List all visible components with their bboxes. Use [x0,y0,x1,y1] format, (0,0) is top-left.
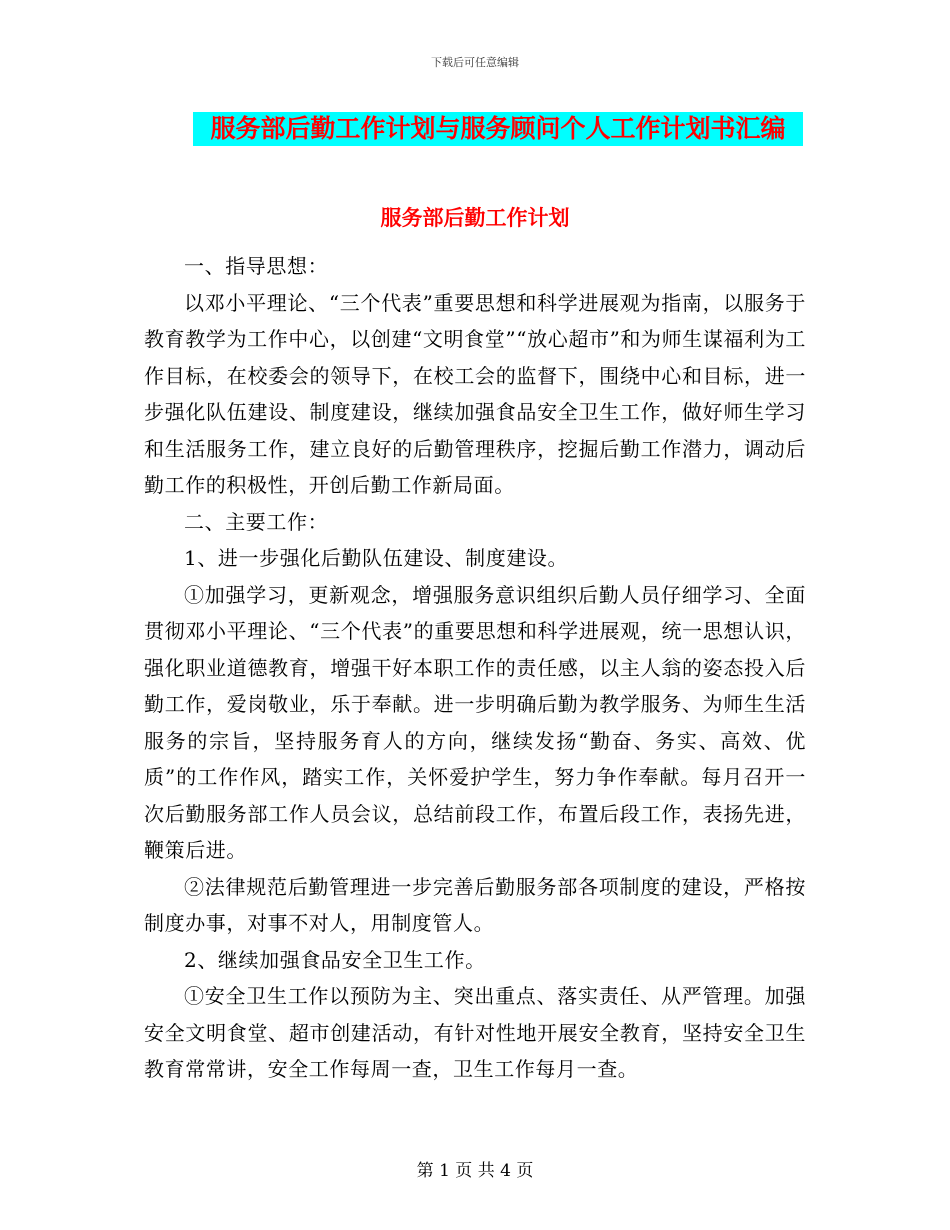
page-footer: 第 1 页 共 4 页 [416,1161,534,1181]
paragraph: ②法律规范后勤管理进一步完善后勤服务部各项制度的建设，严格按制度办事，对事不对人，用制度管人。 [144,874,806,935]
paragraph: ①安全卫生工作以预防为主、突出重点、落实责任、从严管理。加强安全文明食堂、超市创建活动，有针对性地开展安全教育，坚持安全卫生教育常常讲，安全工作每周一查，卫生工作每月一查。 [144,984,806,1081]
paragraph-heading-main-work: 二、主要工作： [184,509,329,534]
paragraph: 1、进一步强化后勤队伍建设、制度建设。 [184,546,569,570]
document-body [144,248,806,1088]
document-title: 服务部后勤工作计划与服务顾问个人工作计划书汇编 [210,114,786,143]
paragraph-heading-guiding-ideology: 一、指导思想： [184,254,329,278]
paragraph: 以邓小平理论、“三个代表”重要思想和科学进展观为指南，以服务于教育教学为工作中心，以创建“文明食堂”“放心超市”和为师生谋福利为工作目标，在校委会的领导下，在校工会的监督下，围绕中心和目标，进一步强化队伍建设、制度建设，继续加强食品安全卫生工作，做好师生学习和生活服务工作，建立良好的后勤管理秩序，挖掘后勤工作潜力，调动后勤工作的积极性，开创后勤工作新局面。 [144,290,806,497]
section-title: 服务部后勤工作计划 [380,205,570,230]
paragraph: ①加强学习，更新观念，增强服务意识组织后勤人员仔细学习、全面贯彻邓小平理论、“三个代表”的重要思想和科学进展观，统一思想认识，强化职业道德教育，增强干好本职工作的责任感，以主人翁的姿态投入后勤工作，爱岗敬业，乐于奉献。进一步明确后勤为教学服务、为师生生活服务的宗旨，坚持服务育人的方向，继续发扬“勤奋、务实、高效、优质”的工作作风，踏实工作，关怀爱护学生，努力争作奉献。每月召开一次后勤服务部工作人员会议，总结前段工作，布置后段工作，表扬先进，鞭策后进。 [144,582,806,862]
paragraph: 2、继续加强食品安全卫生工作。 [184,947,486,972]
header-note: 下载后可任意编辑 [431,56,519,69]
